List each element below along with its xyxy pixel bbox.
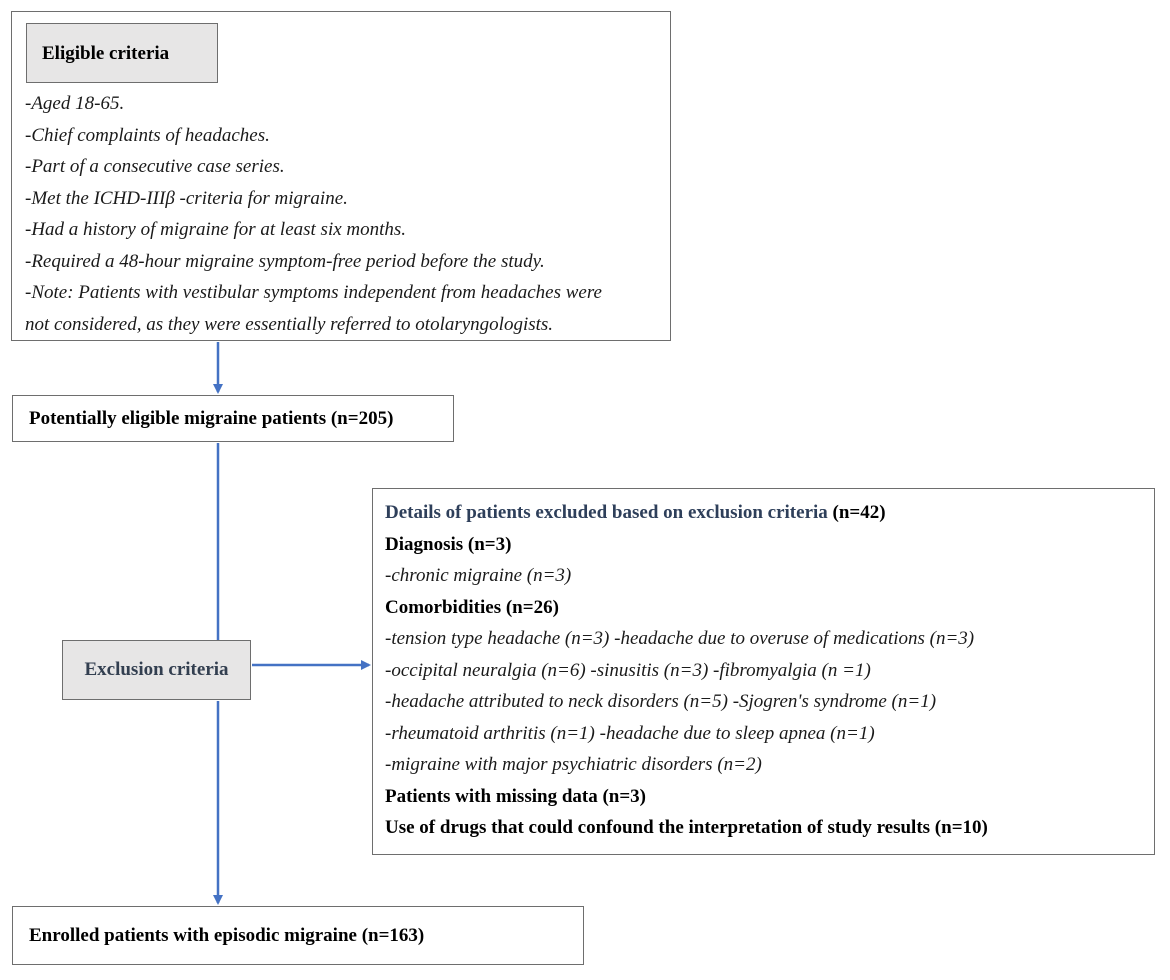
- eligible-criteria-list: [25, 88, 665, 340]
- eligible-criteria-item: not considered, as they were essentially referred to otolaryngologists.: [25, 313, 554, 335]
- eligible-criteria-item: -Aged 18-65.: [25, 93, 125, 114]
- diagnosis-item: -chronic migraine (n=3): [385, 565, 572, 586]
- enrolled-patients-box: Enrolled patients with episodic migraine (n=163): [12, 906, 584, 965]
- potentially-eligible-box: Potentially eligible migraine patients (n=205): [12, 395, 454, 442]
- eligible-criteria-item: -Chief complaints of headaches.: [25, 124, 270, 146]
- confounding-drugs-heading: Use of drugs that could confound the interpretation of study results (n=10): [385, 817, 988, 838]
- excluded-details-title: [385, 497, 1150, 529]
- eligible-criteria-box: [11, 11, 671, 341]
- comorbidity-item: -headache attributed to neck disorders (n=5) -Sjogren's syndrome (n=1): [385, 691, 937, 712]
- excluded-details-title-count: (n=42): [832, 502, 886, 523]
- exclusion-criteria-box: Exclusion criteria: [62, 640, 251, 700]
- diagnosis-heading: Diagnosis (n=3): [385, 533, 512, 555]
- comorbidity-item: -migraine with major psychiatric disorders (n=2): [385, 754, 762, 775]
- eligible-criteria-item: -Note: Patients with vestibular symptoms independent from headaches were: [25, 282, 602, 303]
- comorbidities-heading: Comorbidities (n=26): [385, 596, 559, 618]
- excluded-details-title-text: Details of patients excluded based on exclusion criteria: [385, 502, 828, 523]
- comorbidity-item: -rheumatoid arthritis (n=1) -headache due to sleep apnea (n=1): [385, 722, 875, 744]
- eligible-criteria-item: -Part of a consecutive case series.: [25, 156, 285, 177]
- missing-data-heading: Patients with missing data (n=3): [385, 785, 647, 807]
- comorbidity-item: -occipital neuralgia (n=6) -sinusitis (n=3) -fibromyalgia (n =1): [385, 659, 871, 681]
- eligible-criteria-item: -Had a history of migraine for at least six months.: [25, 219, 407, 240]
- excluded-details-box: [372, 488, 1155, 855]
- excluded-details-content: [385, 497, 1150, 844]
- eligible-criteria-title: Eligible criteria: [26, 23, 218, 83]
- comorbidity-item: -tension type headache (n=3) -headache due to overuse of medications (n=3): [385, 628, 975, 649]
- eligible-criteria-item: -Required a 48-hour migraine symptom-free period before the study.: [25, 250, 545, 272]
- eligible-criteria-item: -Met the ICHD-IIIβ -criteria for migraine.: [25, 187, 348, 209]
